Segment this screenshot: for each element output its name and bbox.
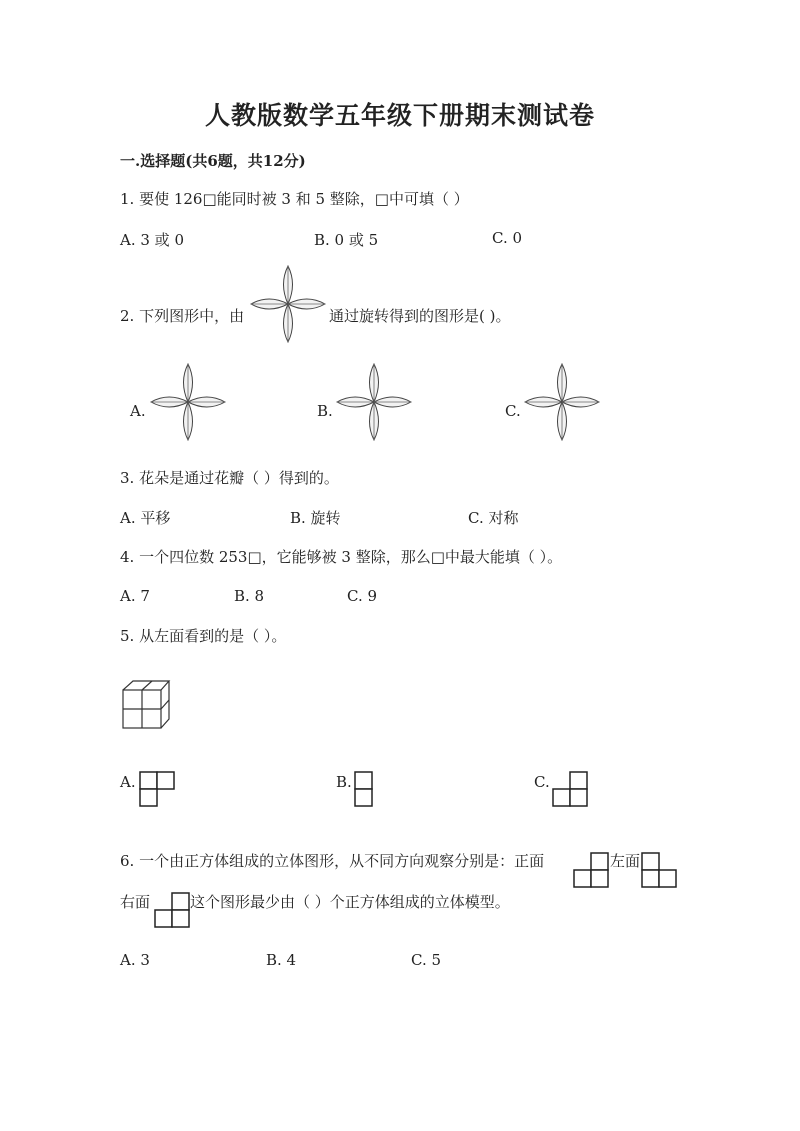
question-4-text: 4. 一个四位数 253□，它能够被 3 整除，那么□中最大能填（ ）。 (120, 548, 563, 566)
q3-option-b[interactable]: B. 旋转 (290, 509, 341, 527)
q1-option-b[interactable]: B. 0 或 5 (314, 231, 379, 249)
question-5-text: 5. 从左面看到的是（ ）。 (120, 627, 287, 645)
q5-option-b-figure[interactable] (354, 771, 373, 807)
front-view-figure (573, 852, 609, 888)
q2-option-b-figure[interactable] (336, 362, 412, 442)
q6-option-b[interactable]: B. 4 (266, 951, 297, 969)
question-2-prefix: 2. 下列图形中，由 (120, 307, 245, 325)
q6-option-a[interactable]: A. 3 (120, 951, 150, 969)
question-1-text: 1. 要使 126□能同时被 3 和 5 整除，□中可填（ ） (120, 190, 469, 208)
q4-option-c[interactable]: C. 9 (347, 587, 378, 605)
q6-option-c[interactable]: C. 5 (411, 951, 442, 969)
left-view-figure (641, 852, 677, 888)
cube-stack-figure (120, 678, 172, 730)
page-title: 人教版数学五年级下册期末测试卷 (204, 101, 595, 130)
right-view-figure (154, 892, 190, 928)
q2-option-a-figure[interactable] (150, 362, 226, 442)
q5-option-c-figure[interactable] (552, 771, 588, 807)
q4-option-a[interactable]: A. 7 (120, 587, 150, 605)
section-heading: 一.选择题(共6题，共12分) (120, 152, 306, 170)
q2-option-a[interactable]: A. (130, 402, 146, 420)
q1-option-a[interactable]: A. 3 或 0 (120, 231, 184, 249)
q4-option-b[interactable]: B. 8 (234, 587, 265, 605)
q2-option-c[interactable]: C. (505, 402, 521, 420)
question-6-line1: 6. 一个由正方体组成的立体图形，从不同方向观察分别是：正面 (120, 852, 545, 870)
q5-option-c[interactable]: C. (534, 773, 550, 791)
petal-unit-figure (250, 264, 326, 344)
question-2-suffix: 通过旋转得到的图形是( )。 (329, 307, 511, 325)
q1-option-c[interactable]: C. 0 (492, 229, 523, 247)
left-view-label: 左面 (610, 852, 641, 870)
q3-option-a[interactable]: A. 平移 (120, 509, 171, 527)
q3-option-c[interactable]: C. 对称 (468, 509, 519, 527)
q5-option-a[interactable]: A. (120, 773, 136, 791)
right-view-label: 右面 (120, 893, 151, 911)
q2-option-b[interactable]: B. (317, 402, 333, 420)
question-6-line2: 这个图形最少由（ ）个正方体组成的立体模型。 (190, 893, 510, 911)
q2-option-c-figure[interactable] (524, 362, 600, 442)
q5-option-b[interactable]: B. (336, 773, 352, 791)
question-3-text: 3. 花朵是通过花瓣（ ）得到的。 (120, 469, 339, 487)
q5-option-a-figure[interactable] (139, 771, 175, 807)
